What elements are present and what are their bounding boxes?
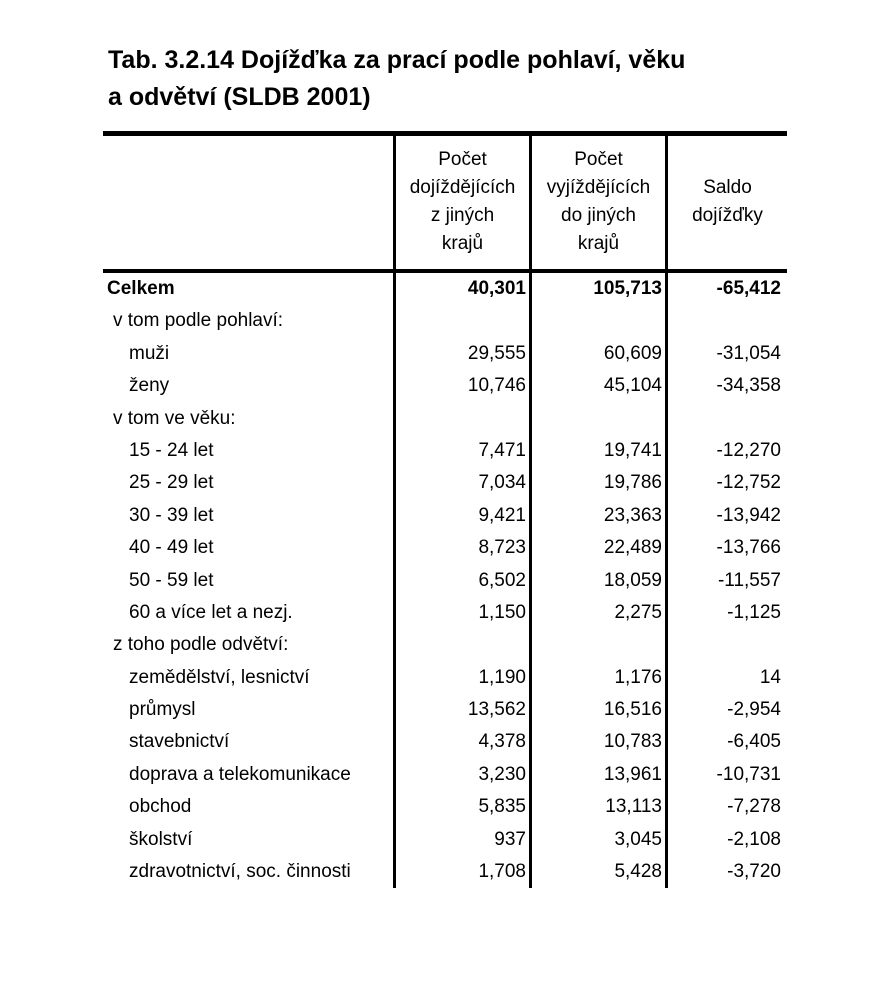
header-text: dojížďky [692,205,763,226]
outgoing-value: 16,516 [529,694,665,726]
saldo-value [665,403,787,435]
table-row [103,565,787,597]
outgoing-value: 18,059 [529,565,665,597]
row-label: průmysl [129,699,196,721]
incoming-value: 9,421 [393,500,529,532]
header-text: dojíždějících [409,177,516,198]
table-row [103,370,787,402]
table-row [103,532,787,564]
header-incoming [393,136,529,269]
row-label: 30 - 39 let [129,504,214,526]
header-text: krajů [441,233,484,254]
row-label: 60 a více let a nezj. [129,601,293,623]
outgoing-value: 60,609 [529,338,665,370]
saldo-value: -6,405 [665,726,787,758]
section-row [103,305,787,337]
saldo-value: -12,270 [665,435,787,467]
incoming-value: 937 [393,824,529,856]
incoming-value: 13,562 [393,694,529,726]
outgoing-value: 2,275 [529,597,665,629]
incoming-value: 1,150 [393,597,529,629]
incoming-value: 29,555 [393,338,529,370]
row-label: z toho podle odvětví: [113,634,289,656]
row-label: v tom ve věku: [113,407,236,429]
saldo-value [665,305,787,337]
saldo-value: 14 [665,662,787,694]
row-label: ženy [129,375,170,397]
outgoing-value: 23,363 [529,500,665,532]
table-row [103,597,787,629]
table-row [103,759,787,791]
header-outgoing [529,136,665,269]
table-header [103,136,787,269]
incoming-value: 5,835 [393,791,529,823]
incoming-value [393,629,529,661]
saldo-value: -65,412 [665,273,787,305]
row-label: muži [129,342,170,364]
saldo-value: -13,766 [665,532,787,564]
saldo-value: -2,954 [665,694,787,726]
table-row [103,435,787,467]
outgoing-value: 22,489 [529,532,665,564]
incoming-value: 4,378 [393,726,529,758]
incoming-value: 7,471 [393,435,529,467]
row-label: 50 - 59 let [129,569,214,591]
saldo-value: -10,731 [665,759,787,791]
table-row [103,824,787,856]
row-label: 15 - 24 let [129,439,214,461]
saldo-value: -31,054 [665,338,787,370]
header-saldo [665,136,787,269]
outgoing-value: 13,961 [529,759,665,791]
row-label: 40 - 49 let [129,537,214,559]
incoming-value: 7,034 [393,467,529,499]
table-row [103,662,787,694]
row-label: stavebnictví [129,731,230,753]
table-row [103,467,787,499]
table-row [103,338,787,370]
header-text: krajů [577,233,620,254]
table-row [103,856,787,888]
table-row [103,726,787,758]
section-row [103,403,787,435]
header-label-col [103,136,393,269]
table-row [103,791,787,823]
header-text: Saldo [703,177,752,198]
row-label: doprava a telekomunikace [129,763,351,785]
header-text: vyjíždějících [546,177,651,198]
commuting-table [103,131,787,888]
saldo-value: -1,125 [665,597,787,629]
outgoing-value [529,629,665,661]
incoming-value: 8,723 [393,532,529,564]
saldo-value: -3,720 [665,856,787,888]
incoming-value: 1,190 [393,662,529,694]
saldo-value: -12,752 [665,467,787,499]
incoming-value [393,403,529,435]
saldo-value [665,629,787,661]
table-body [103,273,787,888]
incoming-value: 10,746 [393,370,529,402]
row-label: zemědělství, lesnictví [129,666,310,688]
outgoing-value: 10,783 [529,726,665,758]
header-text: Počet [438,149,487,170]
saldo-value: -7,278 [665,791,787,823]
total-row [103,273,787,305]
saldo-value: -34,358 [665,370,787,402]
table-row [103,694,787,726]
incoming-value: 3,230 [393,759,529,791]
saldo-value: -11,557 [665,565,787,597]
outgoing-value: 19,786 [529,467,665,499]
outgoing-value [529,403,665,435]
outgoing-value: 3,045 [529,824,665,856]
table-title [108,42,788,116]
header-text: z jiných [430,205,495,226]
title-line-1: Tab. 3.2.14 Dojížďka za prací podle pohlaví, věku [108,46,686,74]
outgoing-value: 5,428 [529,856,665,888]
header-text: do jiných [561,205,636,226]
section-row [103,629,787,661]
incoming-value: 1,708 [393,856,529,888]
outgoing-value: 13,113 [529,791,665,823]
outgoing-value [529,305,665,337]
outgoing-value: 105,713 [529,273,665,305]
incoming-value [393,305,529,337]
incoming-value: 6,502 [393,565,529,597]
incoming-value: 40,301 [393,273,529,305]
outgoing-value: 19,741 [529,435,665,467]
row-label: 25 - 29 let [129,472,214,494]
outgoing-value: 45,104 [529,370,665,402]
saldo-value: -13,942 [665,500,787,532]
header-text: Počet [574,149,623,170]
row-label: zdravotnictví, soc. činnosti [129,861,351,883]
table-row [103,500,787,532]
row-label: školství [129,828,193,850]
row-label: v tom podle pohlaví: [113,310,284,332]
saldo-value: -2,108 [665,824,787,856]
title-line-2: a odvětví (SLDB 2001) [108,83,371,111]
row-label: Celkem [107,278,175,299]
outgoing-value: 1,176 [529,662,665,694]
row-label: obchod [129,796,192,818]
